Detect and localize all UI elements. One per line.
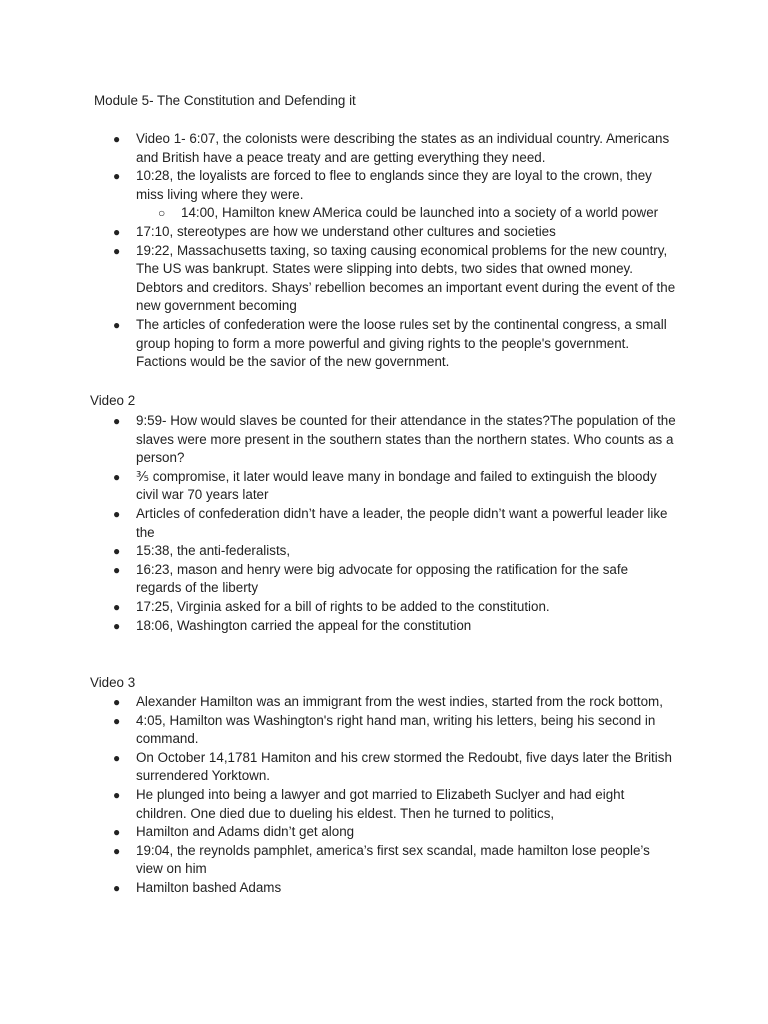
list-item-text: 17:10, stereotypes are how we understand other cultures and societies [136, 223, 556, 239]
list-item-text: Video 1- 6:07, the colonists were describing the states as an individual country. Americans and British have a peace treaty and are getting everything they need. [136, 131, 670, 165]
bullet-icon: ● [113, 414, 121, 428]
list-item [0, 561, 676, 598]
list-item-text: Alexander Hamilton was an immigrant from the west indies, started from the rock bottom, [136, 694, 663, 709]
bullet-icon: ● [113, 787, 121, 802]
list-item-text: Hamilton bashed Adams [136, 879, 282, 895]
list-item [0, 598, 676, 617]
list-item [0, 412, 676, 468]
list-item-text: 14:00, Hamilton knew AMerica could be launched into a society of a world power [181, 205, 659, 221]
list-item [0, 130, 676, 167]
list-item-text: 19:22, Massachusetts taxing, so taxing causing economical problems for the new country, The US was bankrupt. States were slipping into debts, two sides that owned money. Debtors and creditors. Shays’ rebellion becomes an important event during the event of the new government becoming [136, 242, 676, 314]
bullet-icon: ● [113, 317, 121, 332]
bullet-icon: ● [113, 224, 121, 239]
list-item-text: 17:25, Virginia asked for a bill of rights to be added to the constitution. [136, 598, 550, 614]
list-item [0, 316, 676, 372]
list-item [0, 242, 676, 316]
list-item [0, 167, 676, 204]
list-item-text: 19:04, the reynolds pamphlet, america’s first sex scandal, made hamilton lose people’s view on him [136, 842, 650, 877]
bullet-icon: ● [113, 618, 121, 633]
bullet-icon: ● [113, 544, 121, 559]
list-item-text: On October 14,1781 Hamiton and his crew stormed the Redoubt, five days later the British surrendered Yorktown. [136, 749, 672, 784]
video-2-heading: Video 2 [90, 393, 136, 408]
list-item [0, 712, 676, 749]
list-item-text: 9:59- How would slaves be counted for their attendance in the states?The population of the slaves were more present in the southern states than the northern states. Who counts as a person? [136, 413, 676, 466]
document-title: Module 5- The Constitution and Defending it [94, 93, 356, 108]
list-item [0, 786, 676, 823]
bullet-icon: ● [113, 132, 121, 146]
bullet-icon: ● [113, 843, 121, 858]
video-3-notes-list [0, 693, 676, 898]
list-item-text: He plunged into being a lawyer and got married to Elizabeth Suclyer and had eight children. One died due to dueling his eldest. Then he turned to politics, [136, 786, 625, 821]
bullet-icon: ● [113, 169, 121, 184]
list-item [0, 223, 676, 242]
list-item [0, 749, 676, 786]
bullet-icon: ● [113, 713, 121, 728]
bullet-icon: ● [113, 599, 121, 614]
video-2-notes-list [0, 412, 676, 635]
list-item [0, 505, 676, 542]
bullet-icon: ● [113, 750, 121, 765]
list-item-text: 16:23, mason and henry were big advocate for opposing the ratification for the safe regards of the liberty [136, 561, 629, 596]
video-3-heading: Video 3 [90, 675, 136, 690]
list-item-text: 4:05, Hamilton was Washington's right hand man, writing his letters, being his second in command. [136, 712, 656, 747]
bullet-icon: ● [113, 469, 121, 484]
list-item [0, 617, 676, 636]
bullet-icon: ● [113, 825, 121, 840]
list-item-text: The articles of confederation were the loose rules set by the continental congress, a small group hoping to form a more powerful and giving rights to the people's government. Factions would be the savior of the new government. [136, 316, 667, 370]
list-item-text: Hamilton and Adams didn’t get along [136, 824, 355, 840]
bullet-icon: ● [113, 695, 121, 709]
list-item-text: 18:06, Washington carried the appeal for the constitution [136, 617, 472, 633]
list-item-text: Articles of confederation didn’t have a leader, the people didn’t want a powerful leader like the [136, 505, 668, 540]
list-item-text: 10:28, the loyalists are forced to flee to englands since they are loyal to the crown, they miss living where they were. [136, 168, 652, 202]
bullet-icon: ● [113, 506, 121, 521]
bullet-icon: ● [113, 243, 121, 258]
bullet-icon: ● [113, 562, 121, 577]
list-item [0, 468, 676, 505]
list-item-text: ⅗ compromise, it later would leave many in bondage and failed to extinguish the bloody civil war 70 years later [136, 468, 657, 503]
list-item-text: 15:38, the anti-federalists, [136, 543, 291, 559]
video-1-notes-list [0, 130, 681, 372]
list-item [0, 542, 676, 561]
list-item [0, 693, 676, 712]
bullet-icon: ● [113, 880, 121, 895]
list-item [0, 879, 676, 898]
list-item [0, 823, 676, 842]
sub-list-item [0, 204, 681, 223]
list-item [0, 842, 676, 879]
hollow-bullet-icon: ○ [158, 206, 166, 221]
